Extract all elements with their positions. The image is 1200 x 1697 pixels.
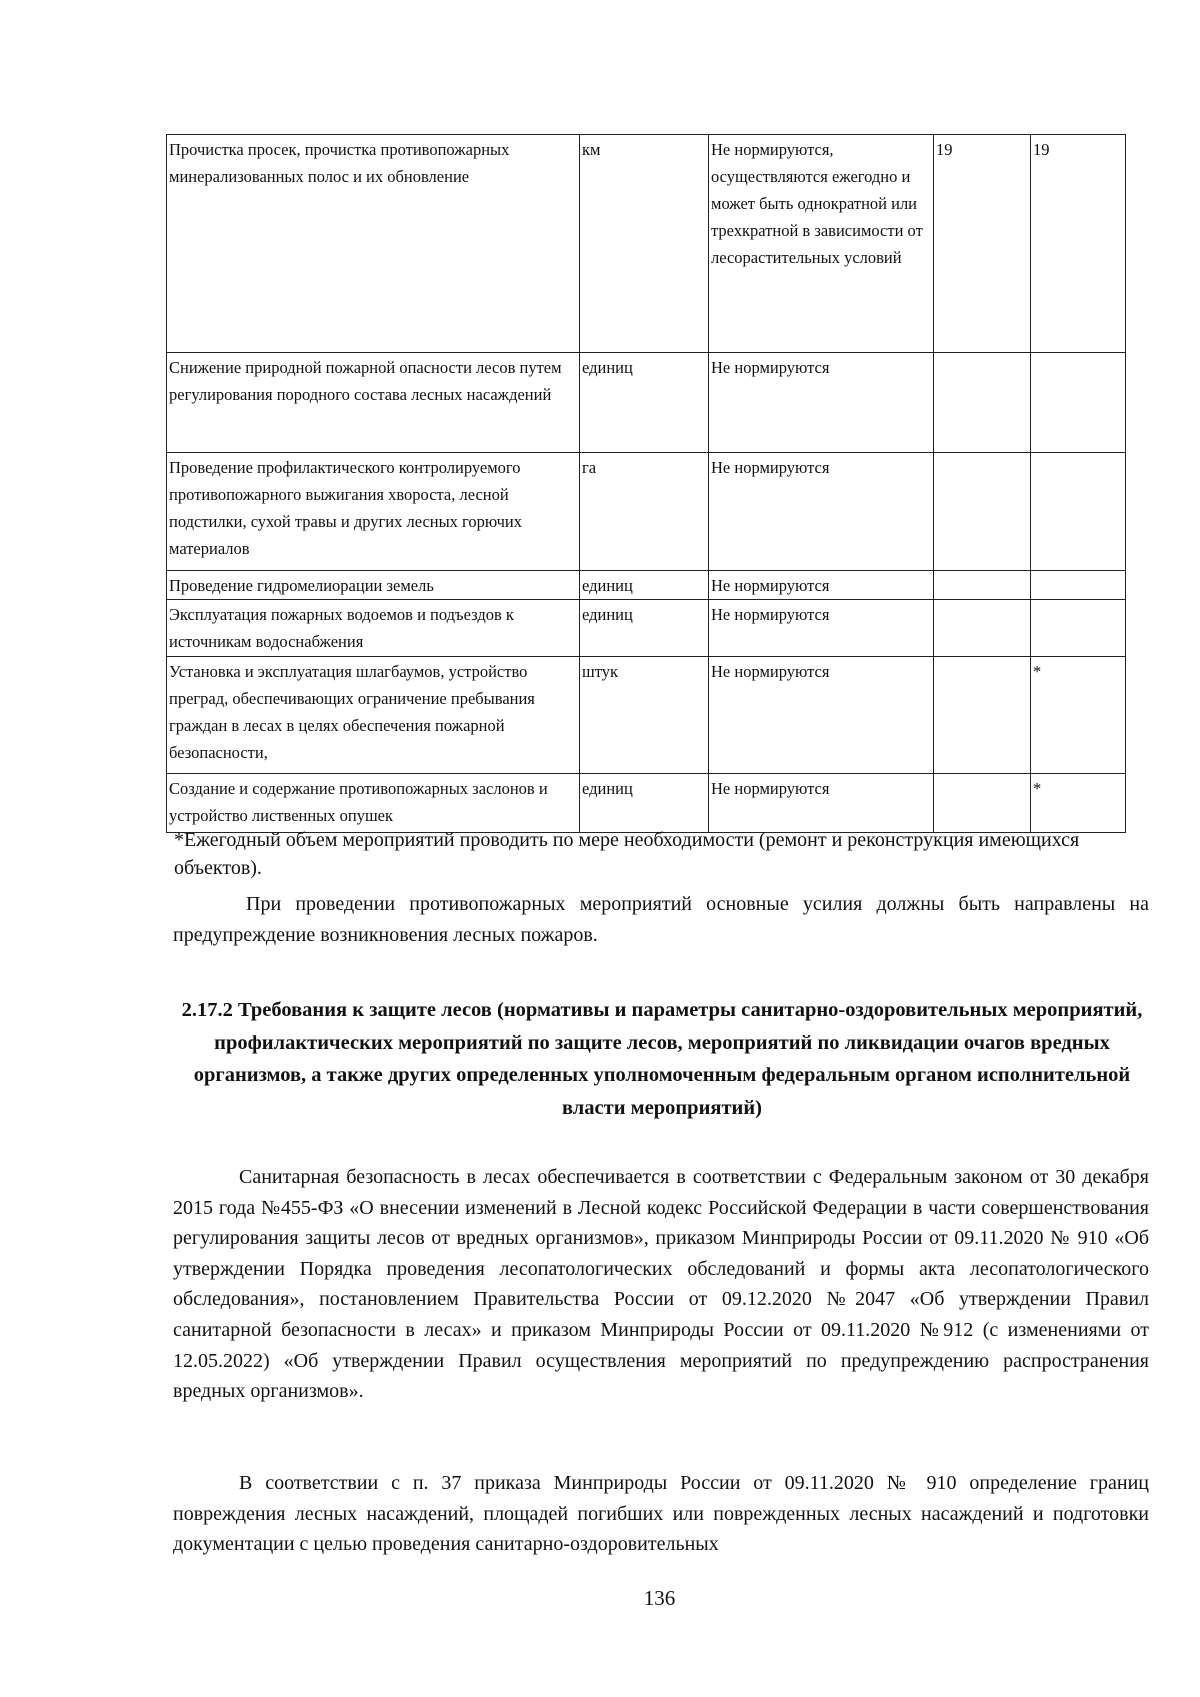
value-cell-1: 19 xyxy=(934,135,1031,353)
norm-cell: Не нормируются xyxy=(709,571,934,600)
table-row xyxy=(167,135,1126,353)
table-row xyxy=(167,774,1126,833)
norm-cell: Не нормируются xyxy=(709,774,934,833)
norm-cell: Не нормируются xyxy=(709,657,934,774)
table-footnote: *Ежегодный объем мероприятий проводить по мере необходимости (ремонт и реконструкция имеющихся объектов). xyxy=(174,829,1080,879)
value-cell-1 xyxy=(934,774,1031,833)
measure-cell: Проведение гидромелиорации земель xyxy=(167,571,580,600)
fire-prevention-measures-table xyxy=(166,134,1126,833)
paragraph-sanitary-safety: Санитарная безопасность в лесах обеспечивается в соответствии с Федеральным законом от 30 декабря 2015 года №455-ФЗ «О внесении изменений в Лесной кодекс Российской Федерации в части совершенствования регулирования защиты лесов от вредных организмов», приказом Минприроды России от 09.11.2020 № 910 «Об утверждении Порядка проведения лесопатологических обследований и формы акта лесопатологического обследования», постановлением Правительства России от 09.12.2020 №2047 «Об утверждении Правил санитарной безопасности в лесах» и приказом Минприроды России от 09.11.2020 №912 (с изменениями от 12.05.2022) «Об утверждении Правил осуществления мероприятий по предупреждению распространения вредных организмов». xyxy=(173,1166,1149,1403)
table-row xyxy=(167,657,1126,774)
table-row xyxy=(167,353,1126,453)
value-cell-2: * xyxy=(1031,657,1126,774)
norm-cell: Не нормируются, осуществляются ежегодно и может быть однократной или трехкратной в зависимости от лесорастительных условий xyxy=(709,135,934,353)
value-cell-2 xyxy=(1031,600,1126,657)
table-row xyxy=(167,453,1126,571)
measure-cell: Проведение профилактического контролируемого противопожарного выжигания хвороста, лесной подстилки, сухой травы и других лесных горючих материалов xyxy=(167,453,580,571)
unit-cell: единиц xyxy=(580,600,709,657)
unit-cell: штук xyxy=(580,657,709,774)
measure-cell: Эксплуатация пожарных водоемов и подъездов к источникам водоснабжения xyxy=(167,600,580,657)
measure-cell: Снижение природной пожарной опасности лесов путем регулирования породного состава лесных насаждений xyxy=(167,353,580,453)
unit-cell: км xyxy=(580,135,709,353)
value-cell-1 xyxy=(934,353,1031,453)
measure-cell: Установка и эксплуатация шлагбаумов, устройство преград, обеспечивающих ограничение пребывания граждан в лесах в целях обеспечения пожарной безопасности, xyxy=(167,657,580,774)
table-row xyxy=(167,600,1126,657)
unit-cell: единиц xyxy=(580,571,709,600)
unit-cell: га xyxy=(580,453,709,571)
value-cell-2: * xyxy=(1031,774,1126,833)
measure-cell: Прочистка просек, прочистка противопожарных минерализованных полос и их обновление xyxy=(167,135,580,353)
value-cell-1 xyxy=(934,657,1031,774)
paragraph-damage-boundaries: В соответствии с п. 37 приказа Минприроды России от 09.11.2020 № 910 определение границ повреждения лесных насаждений, площадей погибших или поврежденных лесных насаждений и подготовки документации с целью проведения санитарно-оздоровительных xyxy=(173,1472,1149,1556)
value-cell-2: 19 xyxy=(1031,135,1126,353)
value-cell-1 xyxy=(934,571,1031,600)
norm-cell: Не нормируются xyxy=(709,600,934,657)
norm-cell: Не нормируются xyxy=(709,353,934,453)
value-cell-2 xyxy=(1031,353,1126,453)
value-cell-1 xyxy=(934,453,1031,571)
norm-cell: Не нормируются xyxy=(709,453,934,571)
page-number: 136 xyxy=(643,1586,676,1610)
paragraph-fire-prevention: При проведении противопожарных мероприятий основные усилия должны быть направлены на предупреждение возникновения лесных пожаров. xyxy=(173,893,1149,946)
unit-cell: единиц xyxy=(580,774,709,833)
value-cell-1 xyxy=(934,600,1031,657)
value-cell-2 xyxy=(1031,571,1126,600)
section-heading: 2.17.2 Требования к защите лесов (нормативы и параметры санитарно-оздоровительных мероприятий, профилактических мероприятий по защите лесов, мероприятий по ликвидации очагов вредных организмов, а также других определенных уполномоченным федеральным органом исполнительной власти мероприятий) xyxy=(181,999,1143,1119)
value-cell-2 xyxy=(1031,453,1126,571)
unit-cell: единиц xyxy=(580,353,709,453)
measure-cell: Создание и содержание противопожарных заслонов и устройство лиственных опушек xyxy=(167,774,580,833)
table-row xyxy=(167,571,1126,600)
